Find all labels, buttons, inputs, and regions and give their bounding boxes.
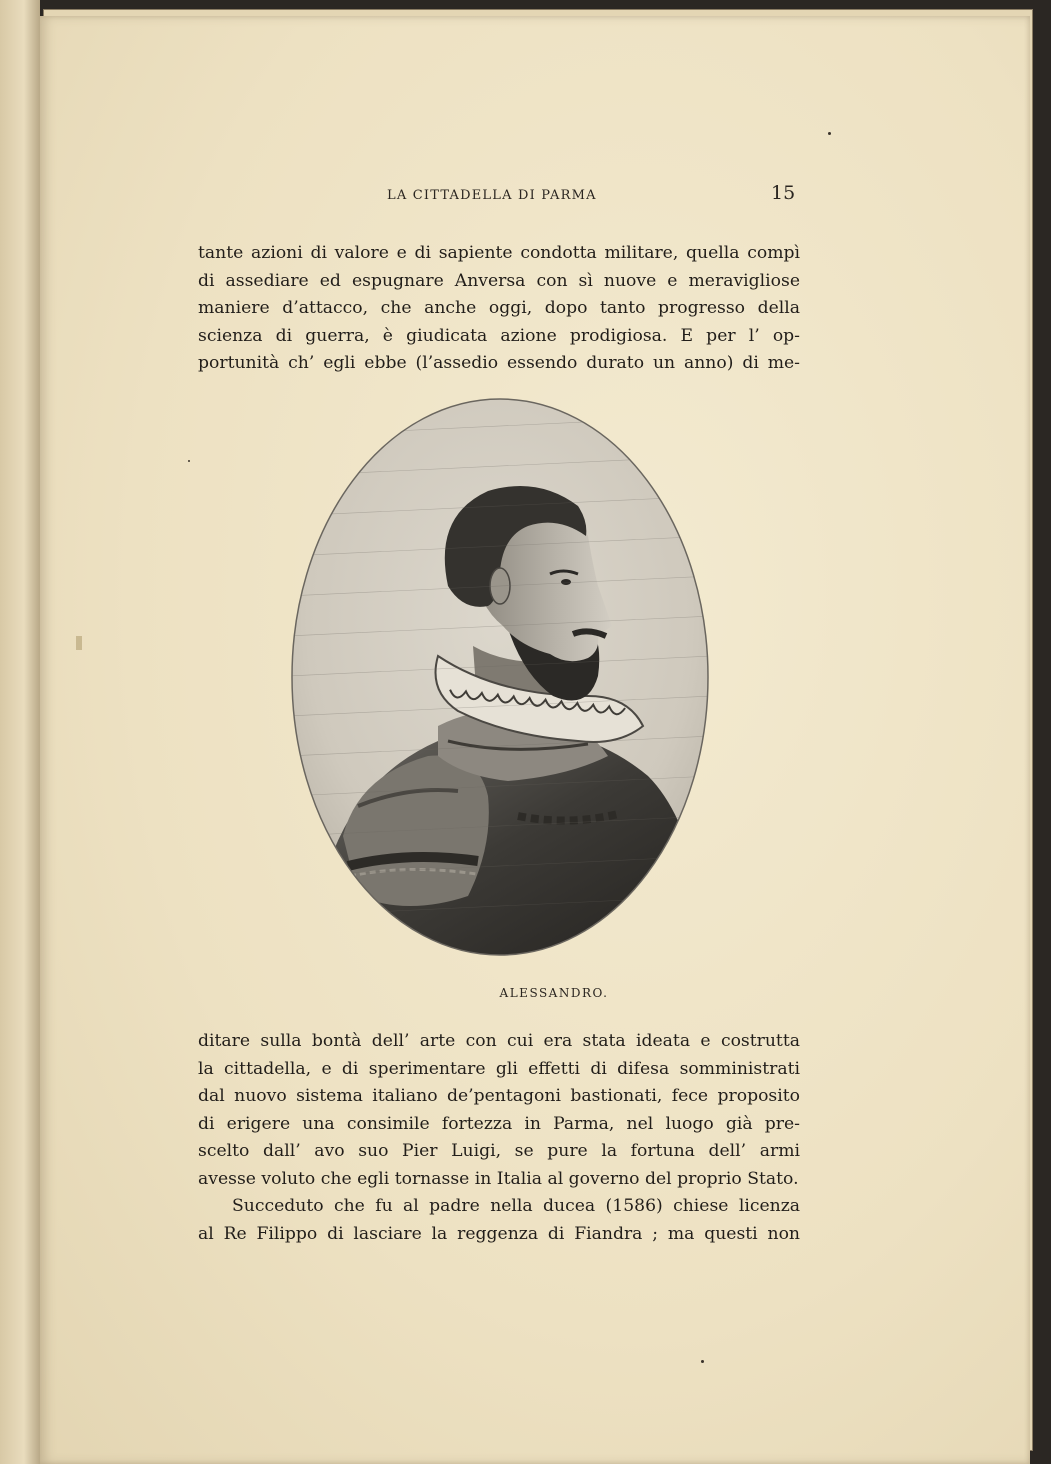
paper-speck bbox=[701, 1360, 704, 1363]
text-line: tante azioni di valore e di sapiente condotta militare, quella compì bbox=[198, 243, 800, 263]
paper-speck bbox=[828, 132, 831, 135]
text-line: avesse voluto che egli tornasse in Italia al governo del proprio Stato. bbox=[198, 1168, 799, 1189]
paragraph-bottom bbox=[198, 1028, 800, 1248]
portrait-oval bbox=[288, 396, 712, 958]
figure-caption: ALESSANDRO. bbox=[499, 986, 609, 1000]
gutter-mark bbox=[76, 636, 82, 650]
text-line: ditare sulla bontà dell’ arte con cui era stata ideata e costrutta bbox=[198, 1031, 800, 1051]
facing-page-edge bbox=[0, 0, 40, 1464]
text-line: portunità ch’ egli ebbe (l’assedio essendo durato un anno) di me- bbox=[198, 353, 800, 373]
text-line: la cittadella, e di sperimentare gli effetti di difesa somministrati bbox=[198, 1058, 800, 1079]
page-number: 15 bbox=[771, 182, 796, 204]
text-line: di erigere una consimile fortezza in Parma, nel luogo già pre- bbox=[198, 1113, 800, 1134]
paper-speck bbox=[188, 460, 190, 462]
running-head bbox=[40, 174, 1030, 204]
portrait-figure bbox=[288, 396, 712, 958]
text-line: maniere d’attacco, che anche oggi, dopo tanto progresso della bbox=[198, 298, 800, 318]
book-page bbox=[40, 16, 1030, 1464]
text-line: Succeduto che fu al padre nella ducea (1586) chiese licenza bbox=[232, 1196, 800, 1216]
portrait-engraving bbox=[288, 396, 712, 958]
running-title: LA CITTADELLA DI PARMA bbox=[387, 188, 597, 203]
text-line: scienza di guerra, è giudicata azione prodigiosa. E per l’ op- bbox=[198, 325, 800, 346]
text-line: di assediare ed espugnare Anversa con sì nuove e meravigliose bbox=[198, 270, 800, 291]
text-line: al Re Filippo di lasciare la reggenza di Fiandra ; ma questi non bbox=[198, 1223, 800, 1244]
text-line: scelto dall’ avo suo Pier Luigi, se pure la fortuna dell’ armi bbox=[198, 1141, 800, 1161]
text-line: dal nuovo sistema italiano de’pentagoni bastionati, fece proposito bbox=[198, 1086, 800, 1106]
paragraph-top bbox=[198, 240, 800, 378]
